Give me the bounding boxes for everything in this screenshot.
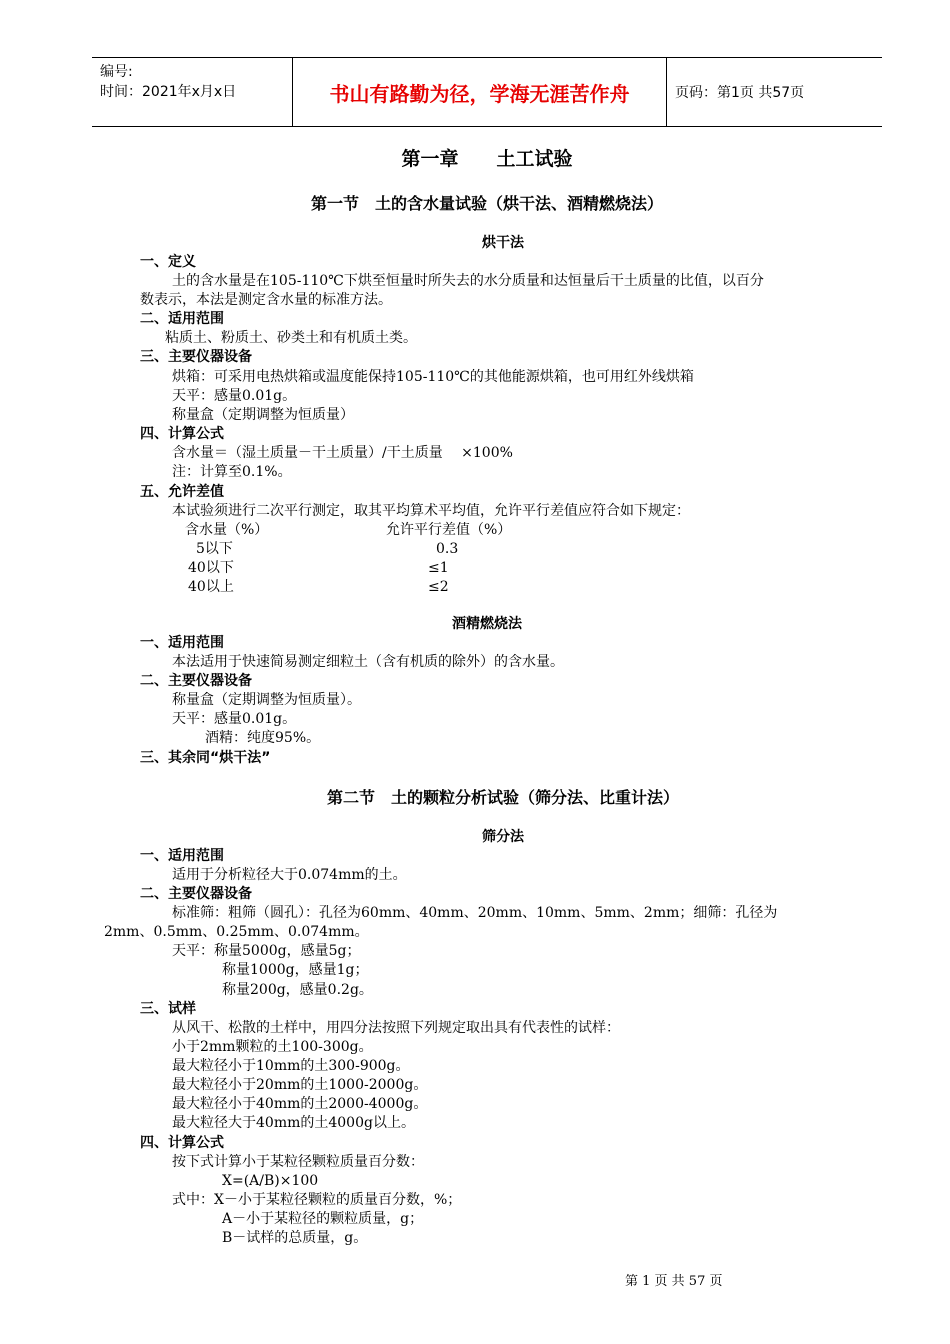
- section2-title: 第二节 土的颗粒分析试验（筛分法、比重计法）: [326, 788, 680, 807]
- sample-item: 最大粒径小于40mm的土2000-4000g。: [172, 1096, 428, 1112]
- sample-item: 最大粒径大于40mm的土4000g以上。: [172, 1115, 415, 1131]
- sample-item: 小于2mm颗粒的土100-300g。: [172, 1039, 373, 1055]
- page-footer: 第 1 页 共 57 页: [625, 1274, 723, 1289]
- equipment-balance: 天平：感量0.01g。: [172, 388, 297, 404]
- formula-heading: 四、计算公式: [140, 426, 224, 442]
- tolerance-row-a: 40以上: [188, 579, 234, 595]
- definition-text-2: 数表示，本法是测定含水量的标准方法。: [140, 292, 392, 308]
- sample-item: 最大粒径小于10mm的土300-900g。: [172, 1058, 410, 1074]
- equipment-box: 称量盒（定期调整为恒质量）: [172, 407, 354, 423]
- oven-method-title: 烘干法: [482, 235, 524, 251]
- header-meta: [100, 62, 236, 102]
- sieve-formula-x: 式中：X－小于某粒径颗粒的质量百分数，%；: [172, 1192, 462, 1208]
- scope-text: 粘质土、粉质土、砂类土和有机质土类。: [165, 330, 417, 346]
- scope-heading: 二、适用范围: [140, 311, 224, 327]
- formula-text: 含水量＝（湿土质量－干土质量）/干土质量 ×100%: [172, 445, 513, 461]
- sieve-scope-text: 适用于分析粒径大于0.074mm的土。: [172, 867, 407, 883]
- definition-text-1: 土的含水量是在105-110℃下烘至恒量时所失去的水分质量和达恒量后干土质量的比值，以百分: [172, 273, 764, 289]
- alcohol-rest-heading: 三、其余同“烘干法”: [140, 750, 271, 766]
- tolerance-heading: 五、允许差值: [140, 484, 224, 500]
- page-info: 页码：第1页 共57页: [675, 85, 805, 101]
- sieve-formula-a: A－小于某粒径的颗粒质量，g；: [222, 1211, 424, 1227]
- sieve-method-title: 筛分法: [482, 829, 524, 845]
- alcohol-method-title: 酒精燃烧法: [452, 616, 522, 632]
- alcohol-scope-text: 本法适用于快速简易测定细粒土（含有机质的除外）的含水量。: [172, 654, 564, 670]
- tolerance-row-a: 5以下: [196, 541, 233, 557]
- tolerance-row-b: ≤1: [428, 560, 449, 576]
- section1-title: 第一节 土的含水量试验（烘干法、酒精燃烧法）: [310, 194, 664, 213]
- tolerance-row-b: ≤2: [428, 579, 449, 595]
- time-label: 时间：2021年x月x日: [100, 84, 237, 100]
- motto: 书山有路勤为径，学海无涯苦作舟: [292, 58, 667, 126]
- sieve-equipment-balance-2: 称量1000g，感量1g；: [222, 962, 369, 978]
- tolerance-col-diff: 允许平行差值（%）: [386, 522, 512, 538]
- sieve-equipment-sieves: 标准筛：粗筛（圆孔）：孔径为60mm、40mm、20mm、10mm、5mm、2mm；细筛：孔径为: [172, 905, 778, 921]
- alcohol-scope-heading: 一、适用范围: [140, 635, 224, 651]
- sieve-formula-intro: 按下式计算小于某粒径颗粒质量百分数：: [172, 1154, 424, 1170]
- sieve-scope-heading: 一、适用范围: [140, 848, 224, 864]
- chapter-title: 第一章 土工试验: [401, 148, 573, 170]
- sieve-equipment-balance-3: 称量200g，感量0.2g。: [222, 982, 373, 998]
- tolerance-row-a: 40以下: [188, 560, 234, 576]
- tolerance-text: 本试验须进行二次平行测定，取其平均算术平均值，允许平行差值应符合如下规定：: [172, 503, 690, 519]
- number-label: 编号:: [100, 64, 133, 80]
- sieve-formula: X=(A/B)×100: [222, 1173, 319, 1189]
- formula-note: 注：计算至0.1%。: [172, 464, 292, 480]
- alcohol-equipment-balance: 天平：感量0.01g。: [172, 711, 297, 727]
- tolerance-row-b: 0.3: [436, 541, 459, 557]
- sieve-equipment-sieves-cont: 2mm、0.5mm、0.25mm、0.074mm。: [104, 924, 369, 940]
- definition-heading: 一、定义: [140, 254, 196, 270]
- sample-item: 最大粒径小于20mm的土1000-2000g。: [172, 1077, 428, 1093]
- page-header: [92, 57, 882, 127]
- sieve-equipment-heading: 二、主要仪器设备: [140, 886, 252, 902]
- sieve-formula-b: B－试样的总质量，g。: [222, 1230, 368, 1246]
- alcohol-equipment-alcohol: 酒精：纯度95%。: [205, 730, 321, 746]
- alcohol-equipment-box: 称量盒（定期调整为恒质量）。: [172, 692, 361, 708]
- sieve-formula-heading: 四、计算公式: [140, 1135, 224, 1151]
- alcohol-equipment-heading: 二、主要仪器设备: [140, 673, 252, 689]
- equipment-heading: 三、主要仪器设备: [140, 349, 252, 365]
- equipment-oven: 烘箱：可采用电热烘箱或温度能保持105-110℃的其他能源烘箱，也可用红外线烘箱: [172, 369, 694, 385]
- sieve-equipment-balance-1: 天平：称量5000g，感量5g；: [172, 943, 361, 959]
- sample-text: 从风干、松散的土样中，用四分法按照下列规定取出具有代表性的试样：: [172, 1020, 620, 1036]
- sample-heading: 三、试样: [140, 1001, 196, 1017]
- tolerance-col-moisture: 含水量（%）: [185, 522, 269, 538]
